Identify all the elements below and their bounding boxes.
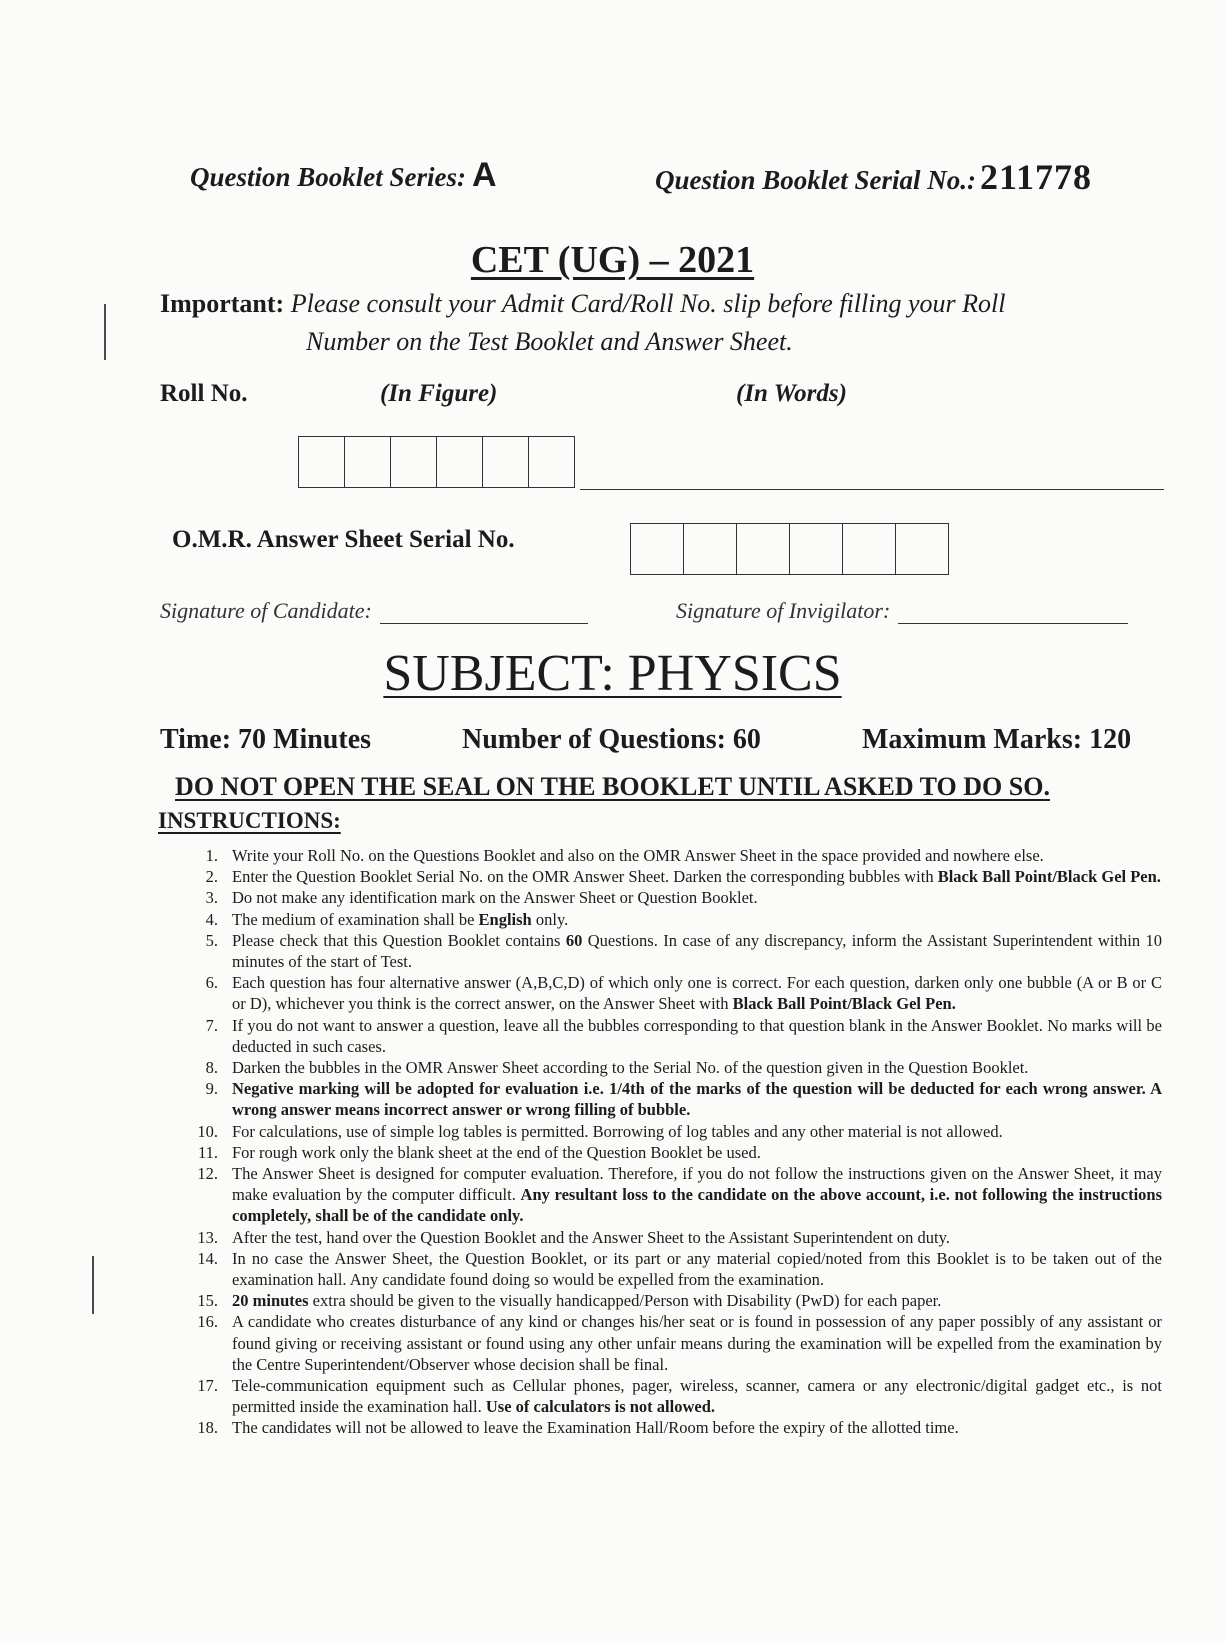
omr-digit-box[interactable]	[896, 524, 948, 574]
instruction-number: 10.	[197, 1121, 218, 1141]
booklet-serial: Question Booklet Serial No.: 211778	[655, 157, 1093, 197]
instruction-item	[180, 1015, 1162, 1057]
instruction-text: Each question has four alternative answer (A,B,C,D) of which only one is correct. For each question, darken only one bubble (A or B or C or D), whichever you think is the correct answer, on the Answer Sheet with Black Ball Point/Black Gel Pen.	[232, 973, 1162, 1014]
instruction-number: 15.	[197, 1291, 218, 1311]
roll-digit-box[interactable]	[483, 437, 529, 487]
omr-serial-boxes	[630, 523, 949, 575]
omr-digit-box[interactable]	[737, 524, 790, 574]
invigilator-signature: Signature of Invigilator:	[676, 598, 1128, 624]
instruction-text: If you do not want to answer a question, leave all the bubbles corresponding to that question blank in the Answer Booklet. No marks will be deducted in such cases.	[232, 1015, 1162, 1056]
serial-value: 211778	[980, 157, 1093, 197]
instruction-text: After the test, hand over the Question Booklet and the Answer Sheet to the Assistant Superintendent on duty.	[232, 1227, 950, 1247]
instruction-item	[180, 1142, 1162, 1163]
instruction-text: A candidate who creates disturbance of any kind or changes his/her seat or is found in possession of any paper possibly of any assistant or found giving or receiving assistant or found using any other unfair means during the examination will be expelled from the examination by the Centre Superintendent/Observer whose decision shall be final.	[232, 1312, 1162, 1374]
instruction-item	[180, 1311, 1162, 1375]
scan-mark-top	[104, 304, 106, 360]
exam-title: CET (UG) – 2021	[470, 239, 755, 281]
instruction-number: 1.	[205, 846, 218, 865]
instruction-text: Write your Roll No. on the Questions Booklet and also on the OMR Answer Sheet in the space provided and nowhere else.	[232, 846, 1044, 865]
exam-time: Time: 70 Minutes	[160, 724, 372, 755]
instruction-text: In no case the Answer Sheet, the Question Booklet, or its part or any material copied/noted from this Booklet is to be taken out of the examination hall. Any candidate found doing so would be expelled from the examination.	[232, 1248, 1162, 1290]
roll-in-words-label: (In Words)	[736, 380, 847, 407]
instruction-item	[180, 1248, 1162, 1290]
instruction-item	[180, 1417, 1162, 1438]
instruction-item	[180, 1375, 1162, 1417]
instruction-number: 9.	[205, 1079, 218, 1099]
instruction-text: 20 minutes extra should be given to the visually handicapped/Person with Disability (PwD) for each paper.	[232, 1291, 942, 1311]
instruction-text: The Answer Sheet is designed for computer evaluation. Therefore, if you do not follow the instructions given on the Answer Sheet, it may make evaluation by the computer difficult. Any resultant loss to the candidate on the above account, i.e. not following the instructions completely, shall be of the candidate only.	[232, 1164, 1162, 1226]
roll-digit-box[interactable]	[529, 437, 574, 487]
instruction-number: 7.	[205, 1015, 218, 1035]
instructions-heading: INSTRUCTIONS:	[158, 808, 341, 833]
omr-digit-box[interactable]	[790, 524, 843, 574]
instruction-item	[180, 845, 1162, 866]
instruction-item	[180, 1121, 1162, 1142]
instruction-number: 4.	[205, 909, 218, 929]
instruction-number: 8.	[205, 1058, 218, 1078]
instruction-text: Tele-communication equipment such as Cellular phones, pager, wireless, scanner, camera or any electronic/digital gadget etc., is not permitted inside the examination hall. Use of calculators is not allowed.	[232, 1376, 1162, 1417]
omr-digit-box[interactable]	[631, 524, 684, 574]
invigilator-signature-line[interactable]	[898, 623, 1128, 624]
candidate-signature: Signature of Candidate:	[160, 598, 588, 624]
omr-digit-box[interactable]	[843, 524, 896, 574]
instruction-item	[180, 1078, 1162, 1120]
omr-digit-box[interactable]	[684, 524, 737, 574]
series-value: A	[472, 156, 497, 194]
instruction-text: The candidates will not be allowed to leave the Examination Hall/Room before the expiry of the allotted time.	[232, 1418, 959, 1438]
instruction-item	[180, 1290, 1162, 1311]
question-count: Number of Questions: 60	[462, 724, 761, 755]
instruction-number: 13.	[197, 1227, 218, 1247]
candidate-signature-line[interactable]	[380, 623, 588, 624]
subject-title: SUBJECT: PHYSICS	[383, 645, 842, 702]
instructions-list	[180, 845, 1162, 1439]
omr-label: O.M.R. Answer Sheet Serial No.	[172, 526, 515, 553]
instruction-number: 16.	[197, 1312, 218, 1332]
instruction-number: 5.	[205, 930, 218, 950]
important-note	[160, 285, 1170, 361]
instruction-text: Please check that this Question Booklet contains 60 Questions. In case of any discrepancy, inform the Assistant Superintendent within 10 minutes of the start of Test.	[232, 930, 1162, 972]
instruction-text: Darken the bubbles in the OMR Answer Sheet according to the Serial No. of the question given in the Question Booklet.	[232, 1058, 1029, 1078]
instruction-number: 6.	[205, 973, 218, 993]
roll-digit-box[interactable]	[299, 437, 345, 487]
instruction-text: Enter the Question Booklet Serial No. on the OMR Answer Sheet. Darken the corresponding bubbles with Black Ball Point/Black Gel Pen.	[232, 867, 1161, 887]
instruction-number: 18.	[197, 1418, 218, 1438]
instruction-text: For calculations, use of simple log tables is permitted. Borrowing of log tables and any other material is not allowed.	[232, 1121, 1003, 1141]
instruction-text: Negative marking will be adopted for evaluation i.e. 1/4th of the marks of the question will be deducted for each wrong answer. A wrong answer means incorrect answer or wrong filling of bubble.	[232, 1079, 1162, 1120]
important-label: Important:	[160, 289, 285, 318]
roll-in-words-line[interactable]	[580, 489, 1164, 490]
instruction-number: 11.	[197, 1142, 218, 1162]
instruction-item	[180, 930, 1162, 972]
instruction-number: 17.	[197, 1376, 218, 1396]
important-line2: Number on the Test Booklet and Answer Sheet.	[306, 327, 793, 356]
maximum-marks: Maximum Marks: 120	[862, 724, 1132, 755]
instruction-text: Do not make any identification mark on the Answer Sheet or Question Booklet.	[232, 888, 758, 908]
instruction-item	[180, 1227, 1162, 1248]
instruction-item	[180, 1057, 1162, 1078]
booklet-series: Question Booklet Series: A	[190, 156, 497, 194]
roll-number-boxes	[298, 436, 575, 488]
instruction-text: For rough work only the blank sheet at the end of the Question Booklet be used.	[232, 1142, 761, 1162]
roll-digit-box[interactable]	[345, 437, 391, 487]
instruction-item	[180, 972, 1162, 1014]
scan-mark-bottom	[92, 1256, 94, 1314]
booklet-header	[190, 150, 1150, 200]
instruction-item	[180, 1163, 1162, 1227]
instruction-text: The medium of examination shall be English only.	[232, 909, 569, 929]
instruction-item	[180, 866, 1162, 887]
important-line1: Please consult your Admit Card/Roll No. slip before filling your Roll	[290, 289, 1006, 318]
instruction-item	[180, 887, 1162, 908]
seal-notice: DO NOT OPEN THE SEAL ON THE BOOKLET UNTIL ASKED TO DO SO.	[175, 772, 1050, 801]
instruction-item	[180, 909, 1162, 930]
instruction-number: 3.	[205, 888, 218, 908]
roll-digit-box[interactable]	[391, 437, 437, 487]
roll-label: Roll No.	[160, 380, 248, 407]
instruction-number: 2.	[205, 867, 218, 887]
roll-in-figure-label: (In Figure)	[380, 380, 498, 407]
roll-digit-box[interactable]	[437, 437, 483, 487]
instruction-number: 14.	[197, 1248, 218, 1268]
instruction-number: 12.	[197, 1164, 218, 1184]
